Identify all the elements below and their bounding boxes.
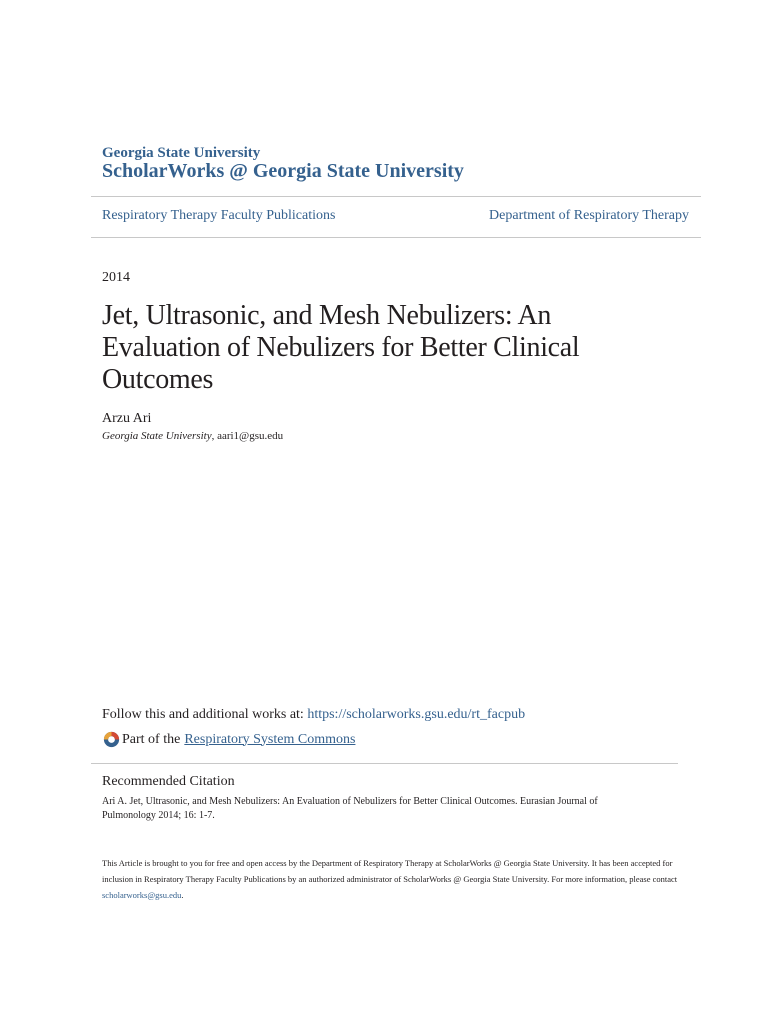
department-link[interactable]: Department of Respiratory Therapy <box>489 208 689 223</box>
follow-line <box>102 707 525 723</box>
recommended-citation-heading: Recommended Citation <box>102 774 235 789</box>
respiratory-system-commons-link[interactable]: Respiratory System Commons <box>184 731 356 747</box>
article-title: Jet, Ultrasonic, and Mesh Nebulizers: An Evaluation of Nebulizers for Better Clinical Outcomes <box>102 300 580 395</box>
follow-label: Follow this and additional works at: <box>102 707 308 722</box>
disclaimer-end: . <box>181 890 184 900</box>
publication-year: 2014 <box>102 270 130 285</box>
contact-email-link[interactable]: scholarworks@gsu.edu <box>102 890 182 900</box>
disclaimer-text: This Article is brought to you for free and open access by the Department of Respiratory Therapy at ScholarWorks @ Georgia State University. It has been accepted for inclusion in Respiratory Therapy Faculty Publications by an authorized administrator of ScholarWorks @ Georgia State University. For more information, please contact <box>102 858 678 884</box>
citation-divider <box>91 763 678 764</box>
affiliation-institution: Georgia State University <box>102 430 212 442</box>
collection-link[interactable]: Respiratory Therapy Faculty Publications <box>102 208 336 223</box>
author-affiliation <box>102 430 283 442</box>
author-email[interactable]: , aari1@gsu.edu <box>211 430 284 442</box>
part-of-line <box>102 730 355 749</box>
header-divider-bottom <box>91 237 701 238</box>
header-divider-top <box>91 196 701 197</box>
institution-name[interactable]: Georgia State University <box>102 145 261 161</box>
citation-text: Ari A. Jet, Ultrasonic, and Mesh Nebulizers: An Evaluation of Nebulizers for Better Clinical Outcomes. Eurasian Journal of Pulmonology 2014; 16: 1-7. <box>102 796 598 821</box>
bepress-network-icon <box>102 730 121 749</box>
part-of-label: Part of the <box>122 731 181 747</box>
follow-url-link[interactable]: https://scholarworks.gsu.edu/rt_facpub <box>307 707 526 722</box>
access-disclaimer <box>102 855 682 903</box>
repository-name[interactable]: ScholarWorks @ Georgia State University <box>102 160 464 182</box>
author-name: Arzu Ari <box>102 411 152 426</box>
